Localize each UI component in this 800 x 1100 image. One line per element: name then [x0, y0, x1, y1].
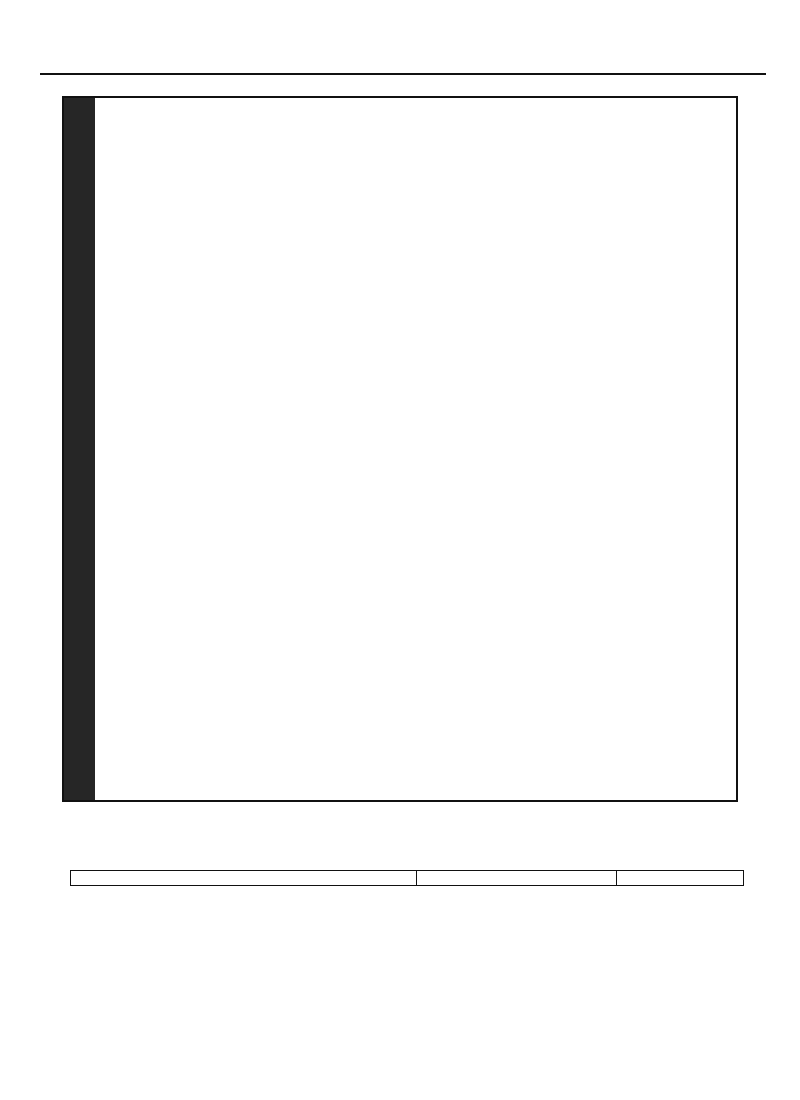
tour-table: [97, 98, 736, 800]
contacts-header-phone: [417, 871, 617, 886]
sidebar: [64, 98, 95, 800]
top-rule: [40, 73, 766, 75]
contacts-header-name: [71, 871, 417, 886]
tour-table-box: [62, 96, 738, 802]
contacts-table: [70, 870, 744, 886]
contacts-header-qq: [617, 871, 744, 886]
company-address-line: [70, 857, 140, 868]
